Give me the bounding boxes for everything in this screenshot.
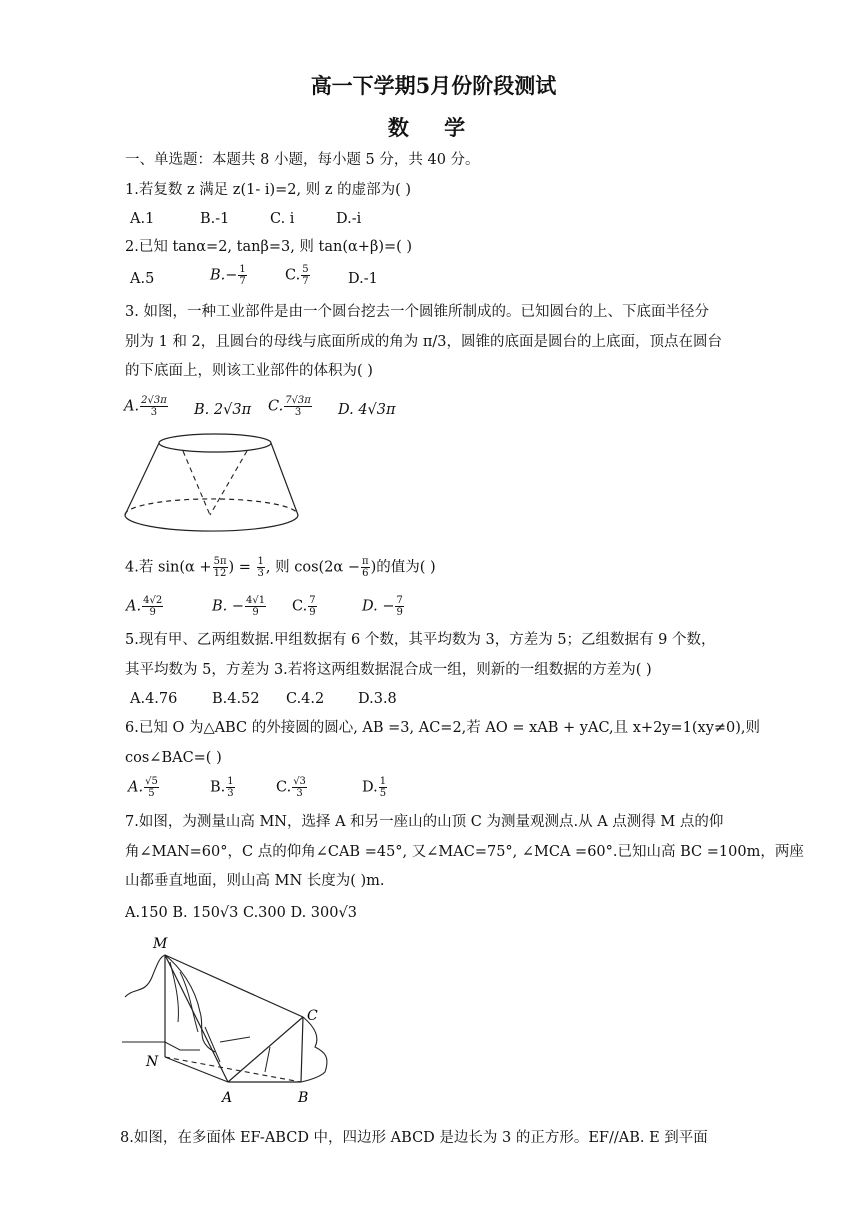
q7-options: A.150 B. 150√3 C.300 D. 300√3 <box>125 905 357 921</box>
exam-title: 高一下学期5月份阶段测试 <box>310 73 557 98</box>
q1-stem: 1.若复数 z 满足 z(1- i)=2, 则 z 的虚部为( ) <box>125 182 411 198</box>
q4-option-a: A. $\frac{4√2}{9}$ <box>126 595 163 618</box>
q5-option-c: C.4.2 <box>286 691 325 707</box>
label-a: A <box>222 1090 233 1106</box>
q4-option-c: C. $\frac{7}{9}$ <box>292 595 316 618</box>
label-n: N <box>146 1054 159 1070</box>
mountain-measurement-figure <box>120 932 350 1112</box>
section-heading: 一、单选题：本题共 8 小题，每小题 5 分，共 40 分。 <box>125 152 480 168</box>
q7-line-3: 山都垂直地面，则山高 MN 长度为( )m. <box>125 873 385 889</box>
q3-option-a: A. $\frac{2√3\pi}{3}$ <box>124 395 167 418</box>
q3-line-1: 3. 如图，一种工业部件是由一个圆台挖去一个圆锥所制成的。已知圆台的上、下底面半径分 <box>125 304 709 320</box>
q5-line-2: 其平均数为 5，方差为 3.若将这两组数据混合成一组，则新的一组数据的方差为( ) <box>125 662 652 678</box>
q2-stem: 2.已知 tanα=2, tanβ=3, 则 tan(α+β)=( ) <box>125 239 413 255</box>
q3-option-d: D. 4√3π <box>338 402 396 418</box>
q6-line-1: 6.已知 O 为△ABC 的外接圆的圆心, AB =3, AC=2,若 AO = xAB + yAC,且 x+2y=1(xy≠0),则 <box>125 720 761 736</box>
q5-option-b: B.4.52 <box>212 691 260 707</box>
q1-option-b: B.-1 <box>200 211 230 227</box>
q1-option-c: C. i <box>270 211 295 227</box>
label-m: M <box>153 936 168 952</box>
q4-option-b: B. − $\frac{4√1}{9}$ <box>212 595 266 618</box>
q6-option-d: D. $\frac{1}{5}$ <box>362 776 387 799</box>
q5-line-1: 5.现有甲、乙两组数据.甲组数据有 6 个数，其平均数为 3，方差为 5；乙组数据有 9 个数， <box>125 632 716 648</box>
q6-option-b: B. $\frac{1}{3}$ <box>210 776 234 799</box>
q3-option-b: B. 2√3π <box>194 402 252 418</box>
subject-title: 数 学 <box>387 115 480 140</box>
q8-line-1: 8.如图，在多面体 EF-ABCD 中，四边形 ABCD 是边长为 3 的正方形。EF//AB. E 到平面 <box>120 1130 708 1146</box>
q6-option-c: C. $\frac{√3}{3}$ <box>276 776 306 799</box>
q5-option-a: A.4.76 <box>130 691 178 707</box>
q7-line-1: 7.如图，为测量山高 MN，选择 A 和另一座山的山顶 C 为测量观测点.从 A 点测得 M 点的仰 <box>125 814 724 830</box>
q1-option-d: D.-i <box>336 211 362 227</box>
label-b: B <box>298 1090 309 1106</box>
q5-option-d: D.3.8 <box>358 691 397 707</box>
q2-option-c: C. $\frac{5}{7}$ <box>285 264 309 287</box>
q4-stem: 4.若 sin(α + $\frac{5\pi}{12}$ ) = $\frac{1}{3}$ , 则 cos(2α − $\frac{\pi}{6}$ )的值为( ) <box>125 556 436 579</box>
q2-option-a: A.5 <box>130 271 155 287</box>
q7-line-2: 角∠MAN=60°，C 点的仰角∠CAB =45°, 又∠MAC=75°, ∠MCA =60°.已知山高 BC =100m，两座 <box>125 844 804 860</box>
q4-option-d: D. − $\frac{7}{9}$ <box>362 595 403 618</box>
frustum-cone-figure <box>120 430 320 540</box>
q3-line-2: 别为 1 和 2，且圆台的母线与底面所成的角为 π/3，圆锥的底面是圆台的上底面，顶点在圆台 <box>125 334 723 350</box>
q6-option-a: A. $\frac{√5}{5}$ <box>128 776 158 799</box>
q2-option-b: B.− $\frac{1}{7}$ <box>210 264 246 287</box>
q1-option-a: A.1 <box>130 211 155 227</box>
q3-option-c: C. $\frac{7√3\pi}{3}$ <box>268 395 311 418</box>
q2-option-d: D.-1 <box>348 271 378 287</box>
q6-line-2: cos∠BAC=( ) <box>125 750 222 766</box>
q3-line-3: 的下底面上，则该工业部件的体积为( ) <box>125 363 373 379</box>
label-c: C <box>307 1008 318 1024</box>
